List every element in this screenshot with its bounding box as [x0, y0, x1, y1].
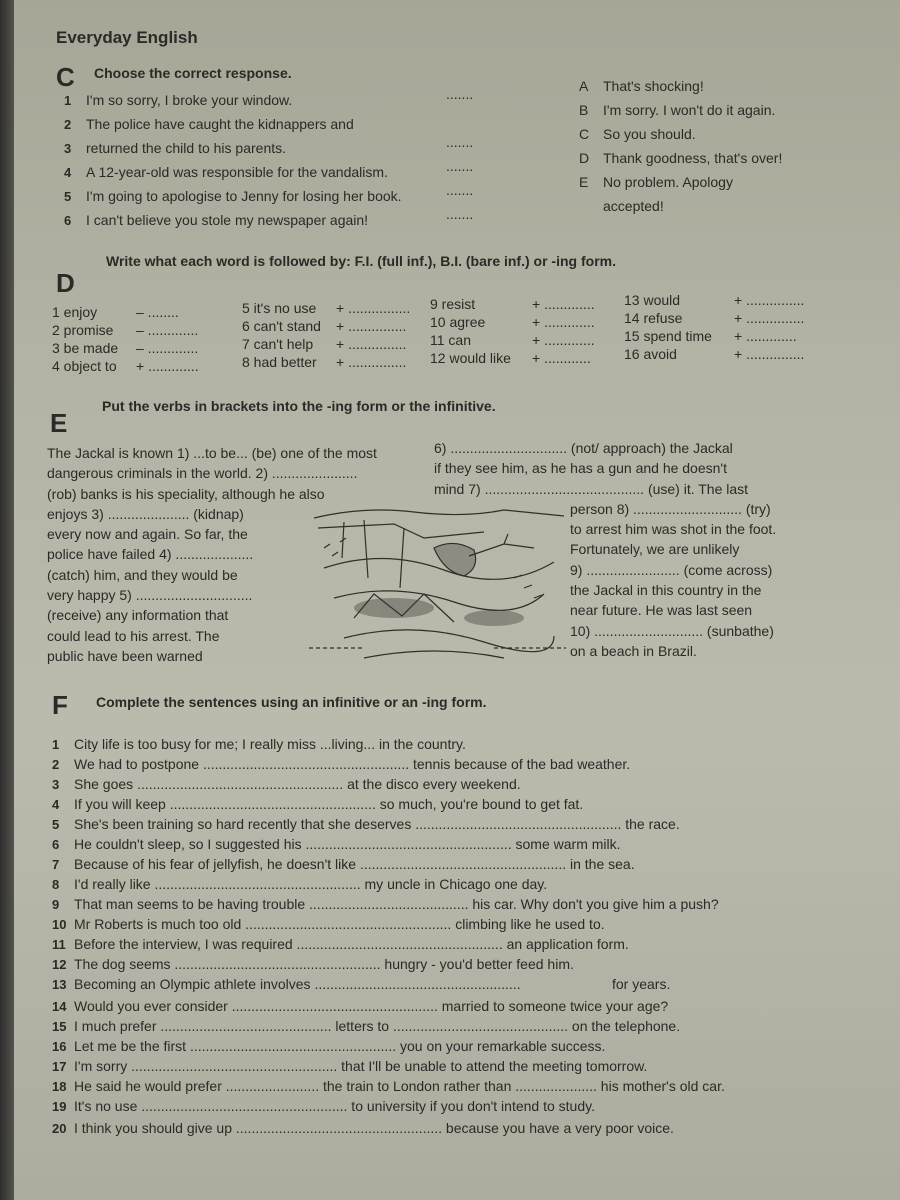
item-number: 1: [64, 93, 72, 108]
section-c-option: [579, 150, 782, 166]
section-f-item: [52, 916, 605, 932]
section-d-blank: + .............: [734, 328, 797, 344]
passage-line: very happy 5) ..............................: [47, 587, 253, 604]
option-text: accepted!: [603, 198, 664, 214]
section-d-word: 6 can't stand: [242, 318, 321, 334]
section-f-item: [52, 776, 521, 792]
section-d-word: 7 can't help: [242, 336, 314, 352]
section-c-item: [64, 92, 292, 108]
passage-line: (rob) banks is his speciality, although he also: [47, 485, 325, 502]
item-number: 17: [52, 1059, 67, 1074]
section-d-blank: + .............: [532, 332, 595, 348]
item-text: I think you should give up ..................................................... because you have a very poor voice.: [74, 1120, 674, 1136]
item-text: Mr Roberts is much too old ..................................................... climbing like he used to.: [74, 916, 605, 932]
item-number: 16: [52, 1039, 67, 1054]
section-f-item: [52, 1078, 725, 1094]
section-d-blank: + ...............: [734, 310, 805, 326]
section-f-item: [52, 736, 466, 752]
passage-line: (receive) any information that: [47, 607, 229, 624]
section-c-item: [64, 188, 402, 204]
item-number: 4: [52, 797, 60, 812]
section-c-item: [64, 116, 354, 132]
section-f-item: [52, 1098, 595, 1114]
item-number: 5: [52, 817, 60, 832]
item-number: 4: [64, 165, 72, 180]
section-d-word: 3 be made: [52, 340, 119, 356]
section-d-blank: + ...............: [336, 336, 407, 352]
item-number: 9: [52, 897, 60, 912]
item-number: 19: [52, 1099, 67, 1114]
item-text: City life is too busy for me; I really miss ...living... in the country.: [74, 736, 466, 752]
section-f-item: [52, 1018, 680, 1034]
section-d-word: 4 object to: [52, 358, 117, 374]
item-number: 12: [52, 957, 67, 972]
option-letter: B: [579, 102, 589, 118]
item-text: It's no use ..................................................... to university if you don't intend to study.: [74, 1098, 595, 1114]
section-f-item: [52, 998, 668, 1014]
item-text: The dog seems ..................................................... hungry - you'd better feed him.: [74, 956, 574, 972]
item-number: 18: [52, 1079, 67, 1094]
item-number: 7: [52, 857, 60, 872]
section-d-word: 10 agree: [430, 314, 486, 330]
passage-line: 9) ........................ (come across): [570, 561, 773, 578]
passage-line: 10) ............................ (sunbathe): [570, 622, 774, 639]
answer-blank: .......: [446, 134, 474, 150]
item-number: 20: [52, 1121, 67, 1136]
section-c-option: [579, 198, 664, 214]
section-d-word: 12 would like: [430, 350, 511, 366]
item-text: He couldn't sleep, so I suggested his ..................................................... some warm milk.: [74, 836, 621, 852]
item-number: 13: [52, 977, 67, 992]
section-d-blank: + ...............: [734, 292, 805, 308]
item-text: He said he would prefer ........................ the train to London rather than ..................... his mother's old car.: [74, 1078, 725, 1094]
section-d-word: 13 would: [624, 292, 681, 308]
section-f-item: [52, 936, 629, 952]
section-f-item: [52, 816, 680, 832]
item-text: I much prefer ............................................ letters to ............................................. on the telephone.: [74, 1018, 681, 1034]
section-f-item: [52, 956, 574, 972]
passage-line: on a beach in Brazil.: [570, 642, 697, 659]
section-e-instruction: Put the verbs in brackets into the -ing form or the infinitive.: [102, 398, 496, 414]
answer-blank: .......: [446, 86, 474, 102]
section-c-option: [579, 174, 733, 190]
section-d-word: 9 resist: [430, 296, 476, 312]
section-c-item: [64, 140, 286, 156]
passage-line: (catch) him, and they would be: [47, 566, 238, 583]
section-d-word: 2 promise: [52, 322, 114, 338]
answer-blank: .......: [446, 206, 474, 222]
section-f-item: [52, 756, 630, 772]
section-c-option: [579, 102, 775, 118]
section-d-word: 8 had better: [242, 354, 317, 370]
item-text: I'm sorry ..................................................... that I'll be unable to attend the meeting tomorrow.: [74, 1058, 648, 1074]
option-text: Thank goodness, that's over!: [603, 150, 783, 166]
section-d-blank: + .............: [532, 296, 595, 312]
section-d-instruction: Write what each word is followed by: F.I. (full inf.), B.I. (bare inf.) or -ing form.: [106, 253, 616, 269]
section-f-item: [52, 856, 635, 872]
item-text: I'm so sorry, I broke your window.: [86, 92, 293, 108]
section-d-word: 11 can: [430, 332, 471, 348]
passage-line: public have been warned: [47, 647, 203, 664]
section-f-item: [52, 976, 521, 992]
answer-blank: .......: [446, 182, 474, 198]
section-d-blank: + ...............: [336, 354, 407, 370]
section-d-blank: + ...............: [734, 346, 805, 362]
passage-line: near future. He was last seen: [570, 602, 753, 619]
option-letter: D: [579, 150, 590, 166]
section-d-word: 15 spend time: [624, 328, 712, 344]
item-text: She's been training so hard recently that she deserves ..................................................... the race.: [74, 816, 680, 832]
section-f-item: [52, 1058, 647, 1074]
option-letter: E: [579, 174, 589, 190]
item-number: 1: [52, 737, 60, 752]
option-text: That's shocking!: [603, 78, 704, 94]
section-f-item: [52, 876, 547, 892]
section-c-item: [64, 212, 368, 228]
passage-line: The Jackal is known 1) ...to be... (be) one of the most: [47, 445, 377, 461]
passage-line: dangerous criminals in the world. 2) ......................: [47, 465, 358, 482]
passage-line: mind 7) ......................................... (use) it. The last: [434, 480, 749, 497]
item-text: Because of his fear of jellyfish, he doesn't like ..................................................... in the sea.: [74, 856, 635, 872]
item-text: The police have caught the kidnappers and: [86, 116, 354, 132]
item-number: 6: [64, 213, 72, 228]
item-text: We had to postpone ..................................................... tennis because of the bad weather.: [74, 756, 631, 772]
section-d-blank: + .............: [532, 314, 595, 330]
section-f-item: [52, 1038, 605, 1054]
passage-line: Fortunately, we are unlikely: [570, 541, 740, 558]
item-number: 15: [52, 1019, 67, 1034]
jackal-sketch-illustration: [304, 498, 572, 664]
item-number: 5: [64, 189, 72, 204]
section-c-option: [579, 78, 704, 94]
page-title: Everyday English: [56, 28, 198, 47]
passage-line: enjoys 3) ..................... (kidnap): [47, 505, 244, 522]
section-d-word: 1 enjoy: [52, 304, 98, 320]
section-d-blank: + ................: [336, 300, 411, 316]
section-d-word: 5 it's no use: [242, 300, 317, 316]
item-number: 3: [64, 141, 72, 156]
passage-line: 6) .............................. (not/ approach) the Jackal: [434, 440, 733, 456]
section-c-option: [579, 126, 696, 142]
item-text: I'd really like ..................................................... my uncle in Chicago one day.: [74, 876, 548, 892]
item-text: That man seems to be having trouble ......................................... his car. Why don't you give him a push?: [74, 896, 719, 912]
item-number: 6: [52, 837, 60, 852]
passage-line: the Jackal in this country in the: [570, 582, 762, 599]
item-text: for years.: [612, 976, 671, 992]
section-c-letter: C: [56, 62, 75, 92]
section-f-item: [52, 836, 621, 852]
section-d-letter: D: [56, 268, 75, 298]
item-number: 8: [52, 877, 60, 892]
item-number: 3: [52, 777, 60, 792]
item-text: A 12-year-old was responsible for the vandalism.: [86, 164, 388, 180]
section-f-item: [52, 1120, 674, 1136]
section-f-item: [52, 796, 583, 812]
section-d-blank: + .............: [136, 358, 199, 374]
book-spine-shadow: [0, 0, 14, 1200]
item-text: Would you ever consider ..................................................... married to someone twice your age?: [74, 998, 669, 1014]
passage-line: to arrest him was shot in the foot.: [570, 521, 777, 538]
section-f-item: [612, 976, 670, 992]
passage-line: person 8) ............................ (try): [570, 500, 771, 517]
section-e-letter: E: [50, 408, 68, 438]
section-f-letter: F: [52, 690, 68, 720]
item-text: Before the interview, I was required ..................................................... an application form.: [74, 936, 629, 952]
option-text: I'm sorry. I won't do it again.: [603, 102, 776, 118]
option-letter: A: [579, 78, 589, 94]
item-number: 14: [52, 999, 67, 1014]
option-text: So you should.: [603, 126, 696, 142]
item-text: She goes ..................................................... at the disco every weekend.: [74, 776, 521, 792]
option-text: No problem. Apology: [603, 174, 733, 190]
answer-blank: .......: [446, 158, 474, 174]
item-number: 10: [52, 917, 67, 932]
item-number: 2: [64, 117, 72, 132]
section-d-word: 14 refuse: [624, 310, 683, 326]
section-d-word: 16 avoid: [624, 346, 677, 362]
section-f-instruction: Complete the sentences using an infinitive or an -ing form.: [96, 694, 487, 710]
item-text: If you will keep ..................................................... so much, you're bound to get fat.: [74, 796, 584, 812]
passage-line: if they see him, as he has a gun and he doesn't: [434, 460, 727, 477]
section-d-blank: + ............: [532, 350, 591, 366]
item-text: Becoming an Olympic athlete involves .....................................................: [74, 976, 521, 992]
section-d-blank: – .............: [136, 340, 199, 356]
workbook-page: [14, 0, 900, 1200]
item-text: I'm going to apologise to Jenny for losing her book.: [86, 188, 402, 204]
section-d-blank: – ........: [136, 304, 179, 320]
item-text: I can't believe you stole my newspaper again!: [86, 212, 369, 228]
passage-line: could lead to his arrest. The: [47, 627, 220, 644]
item-text: Let me be the first ..................................................... you on your remarkable success.: [74, 1038, 606, 1054]
option-letter: C: [579, 126, 590, 142]
passage-line: every now and again. So far, the: [47, 526, 248, 543]
section-f-item: [52, 896, 719, 912]
section-c-instruction: Choose the correct response.: [94, 65, 292, 81]
item-number: 2: [52, 757, 60, 772]
section-d-blank: + ...............: [336, 318, 407, 334]
section-d-blank: – .............: [136, 322, 199, 338]
item-number: 11: [52, 937, 66, 952]
passage-line: police have failed 4) ....................: [47, 546, 254, 563]
item-text: returned the child to his parents.: [86, 140, 287, 156]
section-c-item: [64, 164, 388, 180]
